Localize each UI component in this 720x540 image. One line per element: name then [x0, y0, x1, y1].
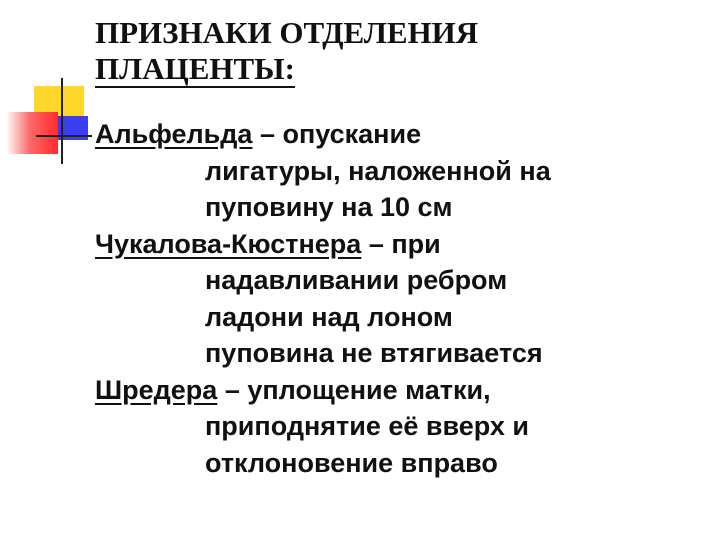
sign-heading [95, 116, 705, 153]
sign-desc: – при [361, 228, 441, 259]
sign-desc-line: пуповина не втягивается [205, 338, 543, 368]
sign-heading [95, 372, 705, 409]
sign-desc-line: ладони над лоном [205, 301, 453, 332]
sign-desc: – опускание [252, 119, 422, 149]
sign-item-chukalov [95, 226, 705, 372]
sign-desc: – уплощение матки, [217, 374, 491, 405]
sign-desc-line: пуповину на 10 см [205, 192, 453, 222]
sign-term: Чукалова-Кюстнера [95, 228, 362, 259]
sign-desc-line: лигатуры, наложенной на [205, 155, 551, 186]
sign-term: Альфельда [95, 119, 253, 149]
sign-list [95, 116, 705, 481]
sign-heading [95, 226, 705, 263]
sign-desc-line: надавливании ребром [205, 265, 508, 295]
sign-desc-line: отклоновение вправо [205, 447, 498, 478]
title-line-2: ПЛАЦЕНТЫ [95, 51, 285, 86]
logo-vertical-line [61, 78, 63, 164]
slide-title [95, 14, 695, 88]
sign-term: Шредера [95, 374, 218, 405]
sign-item-schroeder [95, 372, 705, 482]
sign-item-alfeld [95, 116, 705, 226]
title-line-1: ПРИЗНАКИ ОТДЕЛЕНИЯ [95, 15, 479, 50]
logo-red-square [6, 112, 58, 154]
logo-horizontal-line [36, 135, 92, 137]
title-line-2-wrap [95, 52, 295, 88]
title-suffix: : [284, 51, 295, 86]
corner-logo-icon [0, 0, 110, 170]
sign-desc-line: приподнятие её вверх и [205, 411, 530, 441]
